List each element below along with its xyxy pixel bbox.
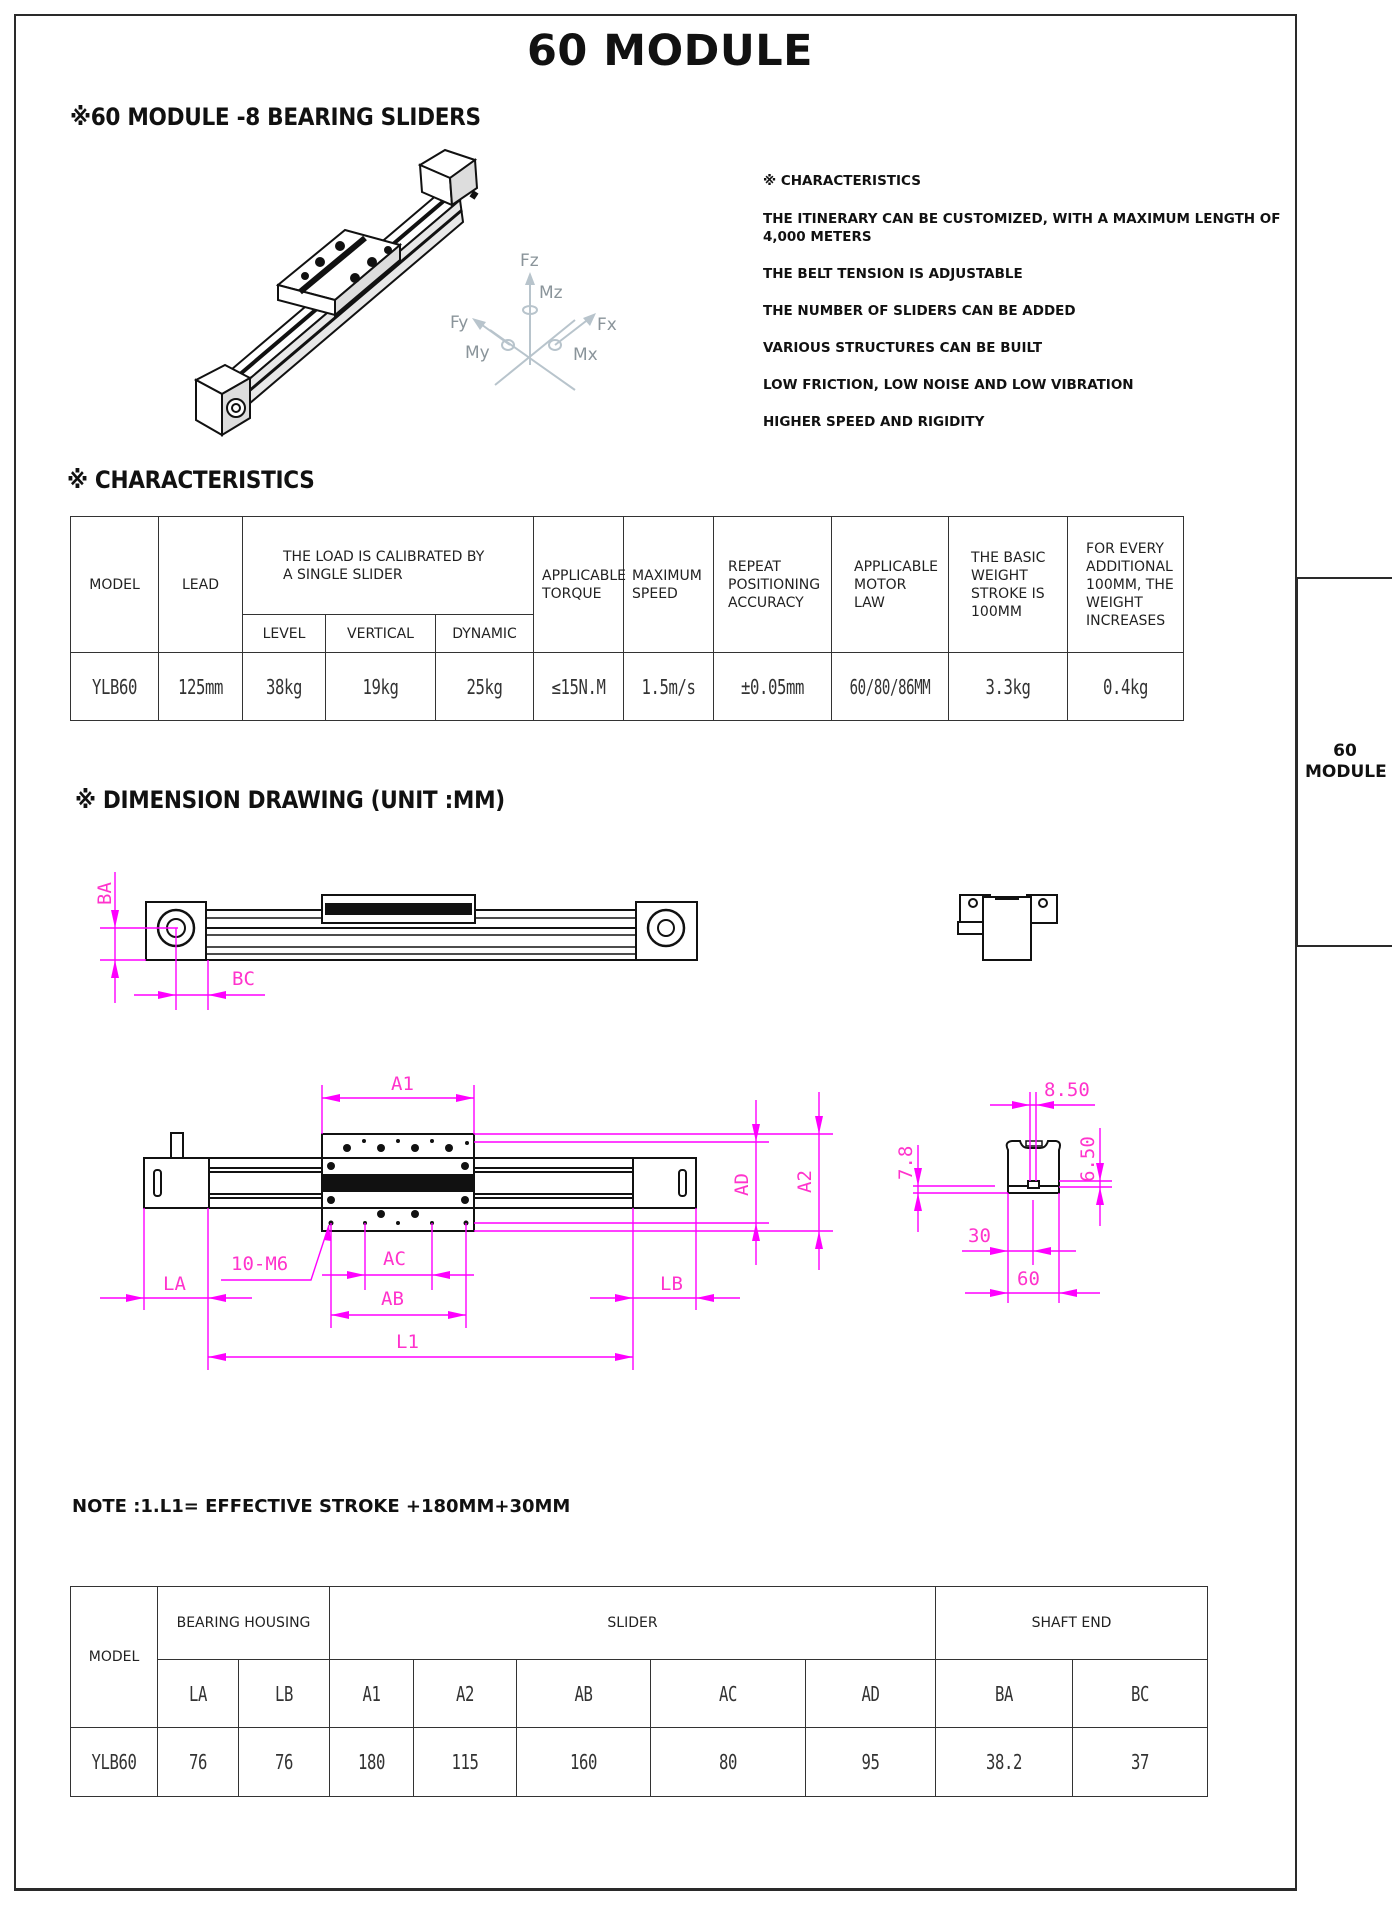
header-torque: APPLICABLE TORQUE	[534, 517, 624, 653]
characteristic-item: LOW FRICTION, LOW NOISE AND LOW VIBRATION	[763, 377, 1134, 393]
dim-label-30: 30	[968, 1225, 991, 1247]
dim-label-ab: AB	[381, 1288, 404, 1310]
end-view	[958, 895, 1057, 960]
cell-additional-weight: 0.4kg	[1103, 674, 1149, 699]
characteristics-heading: ※ CHARACTERISTICS	[67, 466, 315, 494]
cell-model: YLB60	[91, 674, 138, 699]
header-model: MODEL	[71, 517, 159, 653]
force-label-fy: Fy	[450, 313, 469, 333]
dim-label-a2: A2	[794, 1170, 816, 1193]
side-tab-label: 60 MODULE	[1305, 741, 1387, 782]
cell-ba: 38.2	[986, 1750, 1023, 1774]
dim-label-holes: 10-M6	[231, 1253, 289, 1275]
note-text: NOTE :1.L1= EFFECTIVE STROKE +180MM+30MM	[72, 1496, 571, 1517]
header-bearing-housing: BEARING HOUSING	[158, 1587, 330, 1660]
header-lead: LEAD	[159, 517, 243, 653]
dim-label-850: 8.50	[1044, 1079, 1090, 1101]
dim-label-lb: LB	[660, 1273, 683, 1295]
cell-torque: ≤15N.M	[551, 674, 606, 699]
cell-ac: 80	[719, 1750, 738, 1774]
cell-motor: 60/80/86MM	[849, 674, 931, 699]
header-dynamic: DYNAMIC	[436, 615, 534, 653]
force-label-mx: Mx	[573, 345, 598, 365]
dim-label-ad: AD	[731, 1173, 753, 1196]
header-model: MODEL	[71, 1587, 158, 1728]
dim-label-ac: AC	[383, 1248, 406, 1270]
cell-ab: 160	[570, 1750, 598, 1774]
cell-vertical: 19kg	[362, 674, 399, 699]
cell-basic-weight: 3.3kg	[985, 674, 1031, 699]
cell-bc: 37	[1131, 1750, 1150, 1774]
header-speed: MAXIMUM SPEED	[624, 517, 714, 653]
header-load-group: THE LOAD IS CALIBRATED BY A SINGLE SLIDER	[243, 517, 534, 615]
page-title: 60 MODULE	[526, 26, 814, 76]
cell-model: YLB60	[91, 1750, 137, 1774]
cell-lb: 76	[274, 1750, 294, 1774]
characteristic-item: THE ITINERARY CAN BE CUSTOMIZED, WITH A MAXIMUM LENGTH OF 4,000 METERS	[763, 211, 1281, 245]
top-view	[94, 872, 697, 1010]
cell-a1: 180	[358, 1750, 386, 1774]
characteristic-item: VARIOUS STRUCTURES CAN BE BUILT	[763, 340, 1043, 356]
header-slider: SLIDER	[330, 1587, 936, 1660]
cell-la: 76	[188, 1750, 208, 1774]
header-level: LEVEL	[243, 615, 326, 653]
col-ab: AB	[574, 1681, 593, 1706]
col-lb: LB	[274, 1681, 294, 1706]
header-basic-weight: THE BASIC WEIGHT STROKE IS 100MM	[949, 517, 1068, 653]
cell-level: 38kg	[265, 674, 303, 699]
col-a2: A2	[456, 1681, 475, 1706]
dim-label-l1: L1	[396, 1331, 419, 1353]
col-ad: AD	[861, 1681, 880, 1706]
header-vertical: VERTICAL	[326, 615, 436, 653]
cell-ad: 95	[861, 1750, 880, 1774]
dimension-drawing-heading: ※ DIMENSION DRAWING (UNIT :MM)	[75, 786, 505, 814]
front-view	[144, 1133, 696, 1231]
dim-label-bc: BC	[232, 968, 255, 990]
col-ac: AC	[719, 1681, 738, 1706]
cell-lead: 125mm	[177, 674, 224, 699]
dim-label-60: 60	[1017, 1268, 1040, 1290]
col-la: LA	[188, 1681, 208, 1706]
dim-label-650: 6.50	[1077, 1136, 1099, 1182]
header-additional-weight: FOR EVERY ADDITIONAL 100MM, THE WEIGHT INCREASES	[1068, 517, 1184, 653]
dim-label-la: LA	[163, 1273, 186, 1295]
section-subtitle: ※60 MODULE -8 BEARING SLIDERS	[70, 103, 481, 131]
table-row	[71, 1728, 1208, 1797]
cell-accuracy: ±0.05mm	[740, 674, 805, 699]
force-label-mz: Mz	[539, 283, 563, 303]
force-label-fx: Fx	[597, 315, 617, 335]
force-label-fz: Fz	[520, 251, 539, 271]
dimension-table	[70, 1586, 1208, 1797]
characteristics-list-heading: ※ CHARACTERISTICS	[763, 173, 921, 189]
col-bc: BC	[1131, 1681, 1150, 1706]
characteristic-item: THE NUMBER OF SLIDERS CAN BE ADDED	[763, 303, 1076, 319]
cell-speed: 1.5m/s	[641, 674, 696, 699]
force-label-my: My	[465, 343, 490, 363]
cell-dynamic: 25kg	[466, 674, 503, 699]
profile-section-view	[895, 1079, 1112, 1303]
characteristic-item: THE BELT TENSION IS ADJUSTABLE	[763, 266, 1023, 282]
header-shaft-end: SHAFT END	[936, 1587, 1208, 1660]
col-a1: A1	[362, 1681, 381, 1706]
cell-a2: 115	[451, 1750, 479, 1774]
header-accuracy: REPEAT POSITIONING ACCURACY	[714, 517, 832, 653]
dim-label-78: 7.8	[895, 1145, 917, 1180]
characteristic-item: HIGHER SPEED AND RIGIDITY	[763, 414, 985, 430]
header-motor: APPLICABLE MOTOR LAW	[832, 517, 949, 653]
dim-label-a1: A1	[391, 1073, 414, 1095]
dim-label-ba: BA	[94, 882, 116, 905]
col-ba: BA	[995, 1681, 1014, 1706]
